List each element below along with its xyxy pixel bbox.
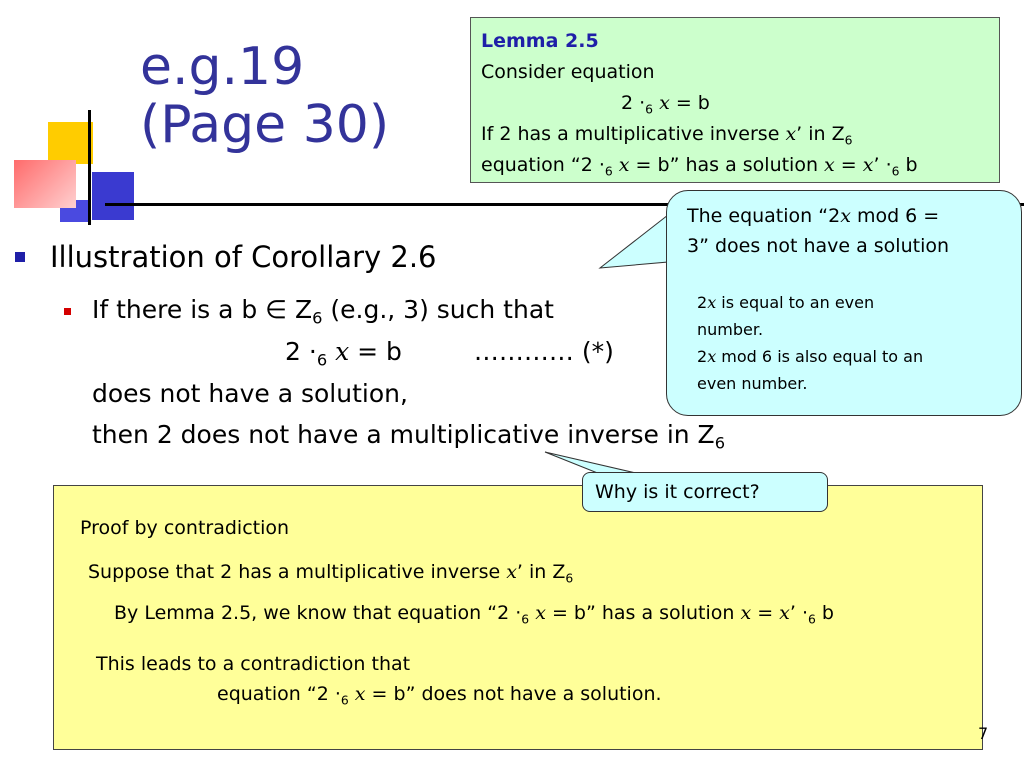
bullet-equation: $2 \cdot_6$ x = b ………… (*) xyxy=(285,337,614,370)
title-line-2: (Page 30) xyxy=(140,95,390,155)
callout-why-pointer xyxy=(545,452,640,474)
lemma-heading: Lemma 2.5 xyxy=(481,30,599,52)
bullet-corollary: Illustration of Corollary 2.6 xyxy=(50,240,437,274)
callout-line-2: 3” does not have a solution xyxy=(687,235,950,257)
callout-note-1: 2x is equal to an even number. 2x mod 6 is also equal to an even number. xyxy=(697,293,924,393)
proof-line-2: By Lemma 2.5, we know that equation “$2 \cdot_6$ x = b” has a solution x = x’ $\cdot_6$ b xyxy=(114,602,834,627)
title-line-1: e.g.19 xyxy=(140,37,305,97)
lemma-equation: $2 \cdot_6$ x = b xyxy=(621,92,710,117)
proof-line-4: equation “$2 \cdot_6$ x = b” does not have a solution. xyxy=(217,683,662,708)
callout-line-1: The equation “2x mod 6 = xyxy=(687,205,940,227)
bullet-line-4: then 2 does not have a multiplicative inverse in $Z_6$ xyxy=(92,420,726,453)
bullet-line-3: does not have a solution, xyxy=(92,379,408,408)
callout-why: Why is it correct? xyxy=(582,472,828,512)
proof-line-3: This leads to a contradiction that xyxy=(96,653,411,675)
page-number: 7 xyxy=(978,724,989,743)
bullet-line-1: If there is a b ∈ $Z_6$ (e.g., 3) such that xyxy=(92,295,554,328)
lemma-line-1: Consider equation xyxy=(481,61,655,83)
equation-tag: ………… (*) xyxy=(473,337,614,366)
lemma-line-4: equation “$2 \cdot_6$ x = b” has a solution x = x’ $\cdot_6$ b xyxy=(481,154,918,179)
proof-heading: Proof by contradiction xyxy=(80,517,290,539)
proof-line-1: Suppose that 2 has a multiplicative inverse x’ in $Z_6$ xyxy=(88,561,574,586)
callout-explanation xyxy=(666,190,1022,416)
callout-main-pointer xyxy=(600,215,668,268)
lemma-line-3: If 2 has a multiplicative inverse x’ in $Z_6$ xyxy=(481,123,853,148)
